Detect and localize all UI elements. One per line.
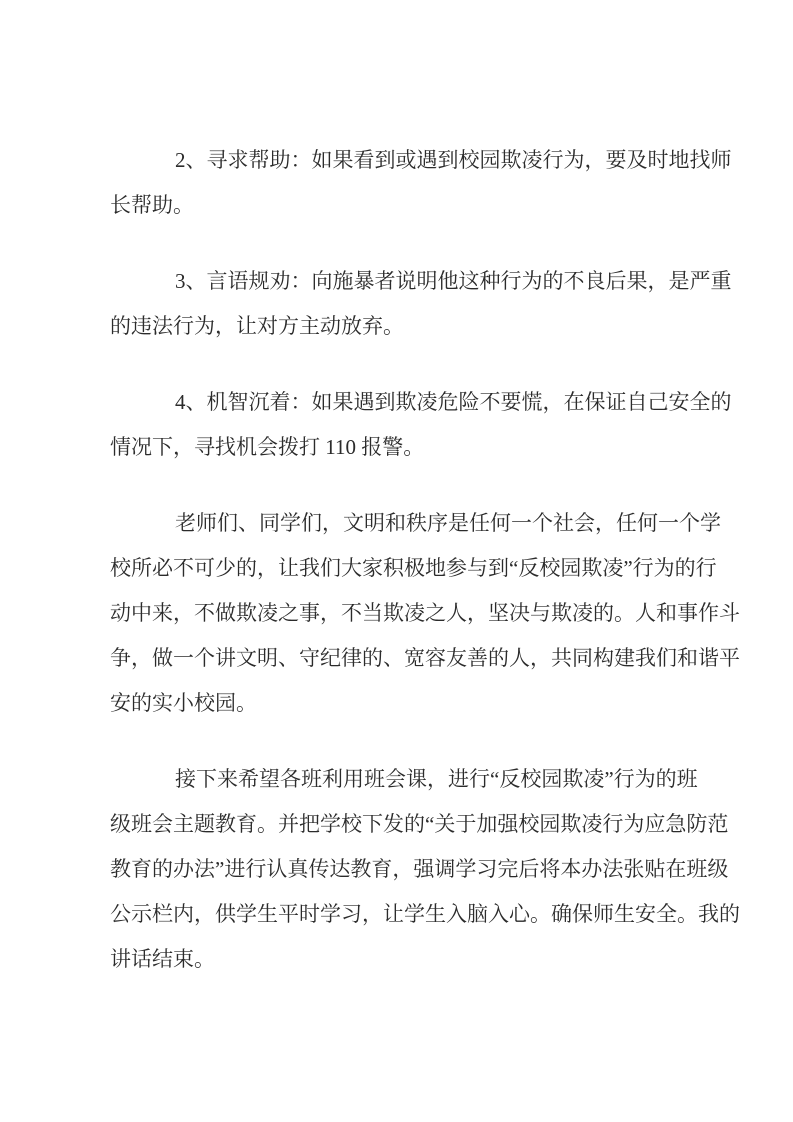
paragraph-verbal-persuasion [110, 259, 732, 349]
paragraph-line: 接下来希望各班利用班会课，进行“反校园欺凌”行为的班 [175, 767, 698, 791]
paragraph-line: 老师们、同学们，文明和秩序是任何一个社会，任何一个学 [175, 511, 721, 535]
paragraph-line: 4、机智沉着：如果遇到欺凌危险不要慌，在保证自己安全的 [175, 390, 732, 414]
paragraph-line: 争，做一个讲文明、守纪律的、宽容友善的人，共同构建我们和谐平 [110, 646, 740, 670]
paragraph-line: 情况下，寻找机会拨打 110 报警。 [110, 435, 425, 459]
paragraph-line: 校所必不可少的，让我们大家积极地参与到“反校园欺凌”行为的行 [110, 556, 717, 580]
paragraph-line: 2、寻求帮助：如果看到或遇到校园欺凌行为，要及时地找师 [175, 148, 732, 172]
paragraph-line: 3、言语规劝：向施暴者说明他这种行为的不良后果，是严重 [175, 269, 732, 293]
paragraph-line: 的违法行为，让对方主动放弃。 [110, 314, 404, 338]
paragraph-class-meeting [110, 757, 740, 982]
paragraph-line: 公示栏内，供学生平时学习，让学生入脑入心。确保师生安全。我的 [110, 902, 740, 926]
paragraph-line: 安的实小校园。 [110, 691, 257, 715]
paragraph-seek-help [110, 138, 732, 228]
paragraph-appeal [110, 501, 740, 726]
paragraph-line: 动中来，不做欺凌之事，不当欺凌之人，坚决与欺凌的。人和事作斗 [110, 601, 740, 625]
paragraph-line: 级班会主题教育。并把学校下发的“关于加强校园欺凌行为应急防范 [110, 812, 729, 836]
paragraph-stay-calm [110, 380, 732, 470]
paragraph-line: 讲话结束。 [110, 947, 215, 971]
paragraph-line: 教育的办法”进行认真传达教育，强调学习完后将本办法张贴在班级 [110, 857, 729, 881]
paragraph-line: 长帮助。 [110, 193, 194, 217]
